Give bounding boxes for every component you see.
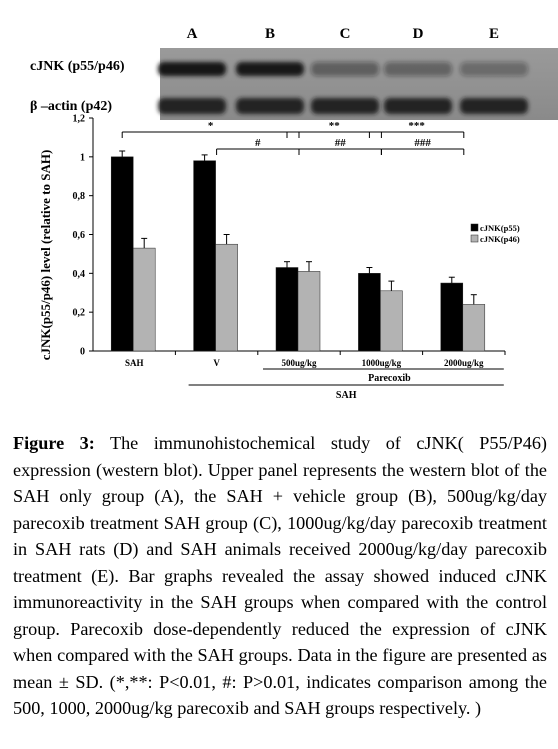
blot-band-cjnk xyxy=(236,62,304,76)
bar-cJNK(p55) xyxy=(358,273,380,351)
bar-cJNK(p55) xyxy=(111,157,133,351)
x-tick-label: 500ug/kg xyxy=(281,358,317,368)
significance-label: ## xyxy=(334,137,346,149)
legend-swatch xyxy=(471,224,478,231)
figure-caption xyxy=(13,430,547,722)
parecoxib-group-label: Parecoxib xyxy=(368,373,411,384)
blot-lane-label: D xyxy=(412,26,424,42)
bar-cJNK(p46) xyxy=(463,304,485,351)
bar-cJNK(p55) xyxy=(276,268,298,351)
bar-cJNK(p46) xyxy=(133,248,155,351)
blot-band-cjnk xyxy=(158,62,226,76)
x-tick-label: 1000ug/kg xyxy=(361,358,402,368)
figure-label: Figure 3: xyxy=(13,433,95,453)
bar-cJNK(p55) xyxy=(441,283,463,351)
blot-band-cjnk xyxy=(311,62,379,76)
significance-label: ### xyxy=(414,137,431,149)
x-tick-label: V xyxy=(213,358,220,368)
blot-row2-label: β –actin (p42) xyxy=(30,99,113,114)
bar-cJNK(p55) xyxy=(194,161,216,351)
sah-group-label: SAH xyxy=(335,390,357,400)
bar-cJNK(p46) xyxy=(298,271,320,351)
y-tick-label: 0,2 xyxy=(72,307,85,319)
significance-label: # xyxy=(255,137,261,149)
caption-text: The immunohistochemical study of cJNK( P55/P46) expression (western blot). Upper panel represents the western blot of the SAH only group (A), the SAH + vehicle group (B), 500ug/kg/day parecoxib treatment SAH group (C), 1000ug/kg/day parecoxib treatment in SAH rats (D) and SAH animals received 2000ug/kg/day parecoxib treatment (E). Bar graphs revealed the assay showed induced cJNK immunoreactivity in the SAH groups when compared with the control group. Parecoxib dose-dependently reduced the expression of cJNK when compared with the SAH groups. Data in the figure are presented as mean ± SD. (*,**: P<0.01, #: P>0.01, indicates comparison among the 500, 1000, 2000ug/kg parecoxib and SAH groups respectively. ) xyxy=(13,433,547,718)
y-tick-label: 0,6 xyxy=(72,230,85,241)
bar-cJNK(p46) xyxy=(380,291,402,351)
legend-label: cJNK(p46) xyxy=(480,234,520,244)
y-axis-label: cJNK(p55/p46) level (relative to SAH) xyxy=(38,149,53,361)
bar-cJNK(p46) xyxy=(216,244,238,351)
x-tick-label: 2000ug/kg xyxy=(444,358,484,368)
x-tick-label: SAH xyxy=(124,358,144,368)
y-tick-label: 0 xyxy=(80,346,85,358)
blot-band-cjnk xyxy=(460,62,528,76)
significance-label: * xyxy=(207,120,214,132)
blot-row1-label: cJNK (p55/p46) xyxy=(30,59,125,74)
blot-band-cjnk xyxy=(384,62,452,76)
significance-label: ** xyxy=(328,120,340,132)
blot-lane-label: B xyxy=(264,26,276,42)
bar-chart xyxy=(0,110,558,400)
blot-lane-label: E xyxy=(488,26,500,42)
y-tick-label: 1,2 xyxy=(72,113,85,125)
blot-lane-label: A xyxy=(186,26,198,42)
y-tick-label: 0,8 xyxy=(72,191,85,203)
y-tick-label: 1 xyxy=(80,152,85,164)
y-tick-label: 0,4 xyxy=(72,268,85,280)
significance-label: *** xyxy=(408,120,425,132)
blot-lane-label: C xyxy=(339,26,351,42)
legend-label: cJNK(p55) xyxy=(480,223,520,233)
legend-swatch xyxy=(471,235,478,242)
